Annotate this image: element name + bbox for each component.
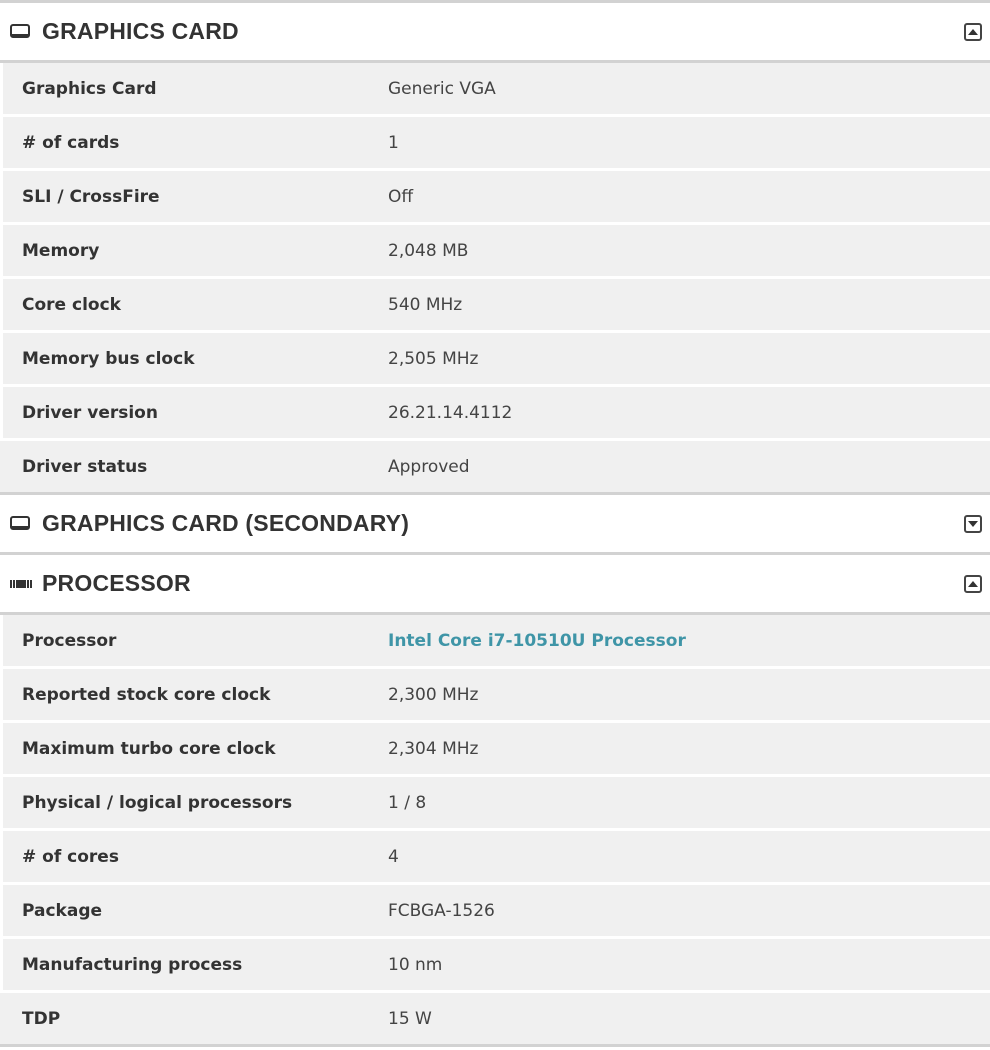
row-value: FCBGA-1526	[388, 900, 495, 921]
table-row	[3, 939, 990, 993]
row-value: 15 W	[388, 1008, 432, 1029]
expand-button[interactable]	[964, 515, 982, 533]
table-row	[3, 279, 990, 333]
row-label: # of cores	[22, 846, 119, 867]
monitor-icon	[10, 516, 32, 532]
row-value: 10 nm	[388, 954, 443, 975]
row-label: SLI / CrossFire	[22, 186, 160, 207]
row-label: Package	[22, 900, 103, 921]
row-label: Driver version	[22, 402, 158, 423]
row-label: Maximum turbo core clock	[22, 738, 276, 759]
row-label: Core clock	[22, 294, 121, 315]
row-value: 2,048 MB	[388, 240, 469, 261]
collapse-button[interactable]	[964, 23, 982, 41]
section-graphics-card	[0, 0, 990, 495]
caret-down-icon	[968, 521, 978, 527]
row-label: TDP	[22, 1008, 61, 1029]
row-label: Memory	[22, 240, 100, 261]
row-label: Driver status	[22, 456, 148, 477]
section-header-graphics-card[interactable]	[0, 0, 990, 63]
row-label: Physical / logical processors	[22, 792, 293, 813]
row-label: # of cards	[22, 132, 120, 153]
collapse-button[interactable]	[964, 575, 982, 593]
row-label: Manufacturing process	[22, 954, 243, 975]
section-title: GRAPHICS CARD (SECONDARY)	[42, 510, 410, 536]
section-title: PROCESSOR	[42, 570, 191, 596]
processor-icon	[10, 576, 32, 592]
row-value: 2,300 MHz	[388, 684, 479, 705]
table-row	[3, 885, 990, 939]
section-header-processor[interactable]	[0, 555, 990, 615]
section-processor	[0, 555, 990, 1047]
table-row	[3, 777, 990, 831]
table-row	[0, 441, 990, 495]
caret-up-icon	[968, 581, 978, 587]
row-value: 1 / 8	[388, 792, 427, 813]
table-row	[3, 117, 990, 171]
section-title: GRAPHICS CARD	[42, 18, 239, 44]
table-row	[3, 333, 990, 387]
processor-link[interactable]: Intel Core i7-10510U Processor	[388, 630, 686, 651]
row-label: Processor	[22, 630, 117, 651]
table-row	[3, 387, 990, 441]
table-row	[3, 615, 990, 669]
table-row	[3, 63, 990, 117]
row-value: 2,505 MHz	[388, 348, 479, 369]
table-row	[3, 669, 990, 723]
row-value: 4	[388, 846, 399, 867]
row-value: Generic VGA	[388, 78, 496, 99]
table-row	[3, 831, 990, 885]
row-value: 2,304 MHz	[388, 738, 479, 759]
row-value: Off	[388, 186, 414, 207]
table-row	[3, 723, 990, 777]
section-graphics-card-secondary	[0, 495, 990, 555]
caret-up-icon	[968, 29, 978, 35]
row-value: 1	[388, 132, 399, 153]
table-row	[3, 171, 990, 225]
row-label: Graphics Card	[22, 78, 157, 99]
spec-table	[0, 615, 990, 1047]
row-label: Memory bus clock	[22, 348, 195, 369]
table-row	[0, 993, 990, 1047]
row-value: Approved	[388, 456, 470, 477]
spec-table	[0, 63, 990, 495]
row-value: 26.21.14.4112	[388, 402, 513, 423]
row-label: Reported stock core clock	[22, 684, 271, 705]
section-header-graphics-card-secondary[interactable]	[0, 495, 990, 555]
monitor-icon	[10, 24, 32, 40]
row-value: 540 MHz	[388, 294, 463, 315]
table-row	[3, 225, 990, 279]
